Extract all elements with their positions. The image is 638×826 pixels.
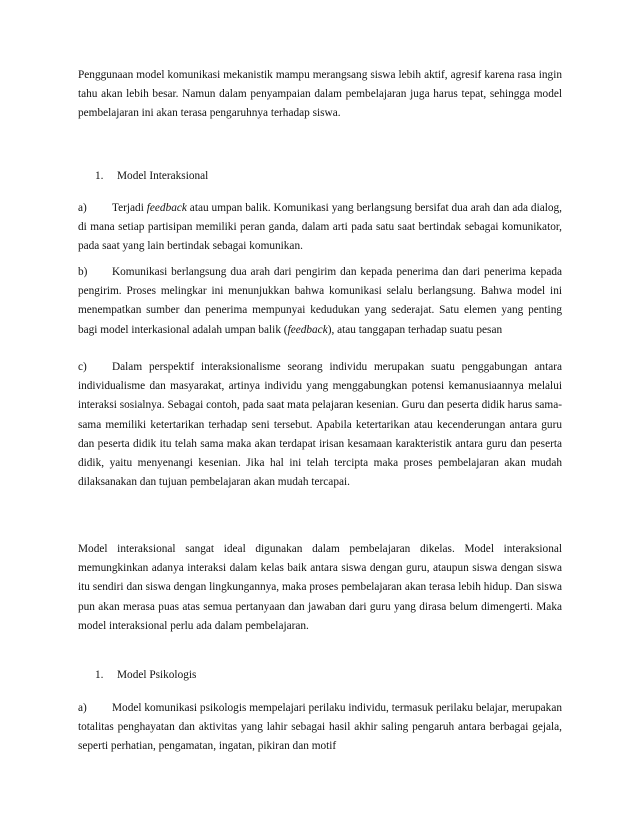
item-emphasis: feedback <box>146 202 187 214</box>
item-text-before: Komunikasi berlangsung dua arah dari pengirim dan kepada penerima dan dari penerima kepada pengirim. Proses melingkar ini menunjukkan bahwa komunikasi selalu berlangsung. Bahwa model ini menempatkan sumber dan penerima mempunyai kedudukan yang sederajat. Satu elemen yang penting bagi model interkasional adalah umpan balik ( <box>78 266 562 336</box>
section-title: Model Interaksional <box>117 170 209 182</box>
item-text: Dalam perspektif interaksionalisme seorang individu merupakan suatu penggabungan antara individualisme dan masyarakat, artinya individu yang menggabungkan potensi kemanusiaannya melalui interaksi sosialnya. Sebagai contoh, pada saat mata pelajaran kesenian. Guru dan peserta didik harus sama-sama memiliki ketertarikan terhadap seni tersebut. Apabila ketertarikan atau kecenderungan antara guru dan peserta didik itu telah sama maka akan terdapat irisan kesamaan karakteristik antara guru dan peserta didik, yaitu menyenangi kesenian. Jika hal ini telah tercipta maka proses pembelajaran akan mudah dilaksanakan dan tujuan pembelajaran akan mudah tercapai. <box>78 361 562 489</box>
summary-paragraph: Model interaksional sangat ideal digunakan dalam pembelajaran dikelas. Model interaksional memungkinkan adanya interaksi dalam kelas baik antara siswa dengan guru, ataupun siswa dengan siswa itu sendiri dan siswa dengan lingkungannya, maka proses pembelajaran akan terasa lebih hidup. Dan siswa pun akan merasa puas atas semua pertanyaan dan jawaban dari guru yang dirasa belum dimengerti. Maka model interaksional perlu ada dalam pembelajaran. <box>78 543 562 632</box>
item-text: Model komunikasi psikologis mempelajari perilaku individu, termasuk perilaku belajar, merupakan totalitas penghayatan dan aktivitas yang lahir sebagai hasil akhir saling pengaruh antara berbagai gejala, seperti perhatian, pengamatan, ingatan, pikiran dan motif <box>78 702 562 753</box>
item-label: b) <box>78 266 88 278</box>
section-heading-psikologis <box>95 666 196 685</box>
list-item-c-perspective <box>78 358 562 492</box>
list-item-b-two-way <box>78 263 562 340</box>
item-label: a) <box>78 702 87 714</box>
intro-paragraph: Penggunaan model komunikasi mekanistik mampu merangsang siswa lebih aktif, agresif karena rasa ingin tahu akan lebih besar. Namun dalam penyampaian dalam pembelajaran juga harus tepat, sehingga model pembelajaran ini akan terasa pengaruhnya terhadap siswa. <box>78 69 562 120</box>
item-label: c) <box>78 361 87 373</box>
section-heading-interaksional <box>95 167 208 186</box>
item-text-after: ), atau tanggapan terhadap suatu pesan <box>327 323 503 336</box>
section-title: Model Psikologis <box>117 669 197 681</box>
list-item-a-psikologis <box>78 699 562 757</box>
section-number: 1. <box>95 170 104 182</box>
item-emphasis: feedback <box>287 323 328 336</box>
item-text-before: Terjadi <box>112 202 147 214</box>
item-text-after: atau umpan balik. Komunikasi yang berlangsung bersifat dua arah dan ada dialog, di mana setiap partisipan memiliki peran ganda, dalam arti pada satu saat bertindak sebagai komunikator, pada saat yang lain bertindak sebagai komunikan. <box>78 202 562 253</box>
list-item-a-feedback <box>78 199 562 257</box>
item-label: a) <box>78 202 87 214</box>
section-number: 1. <box>95 669 104 681</box>
